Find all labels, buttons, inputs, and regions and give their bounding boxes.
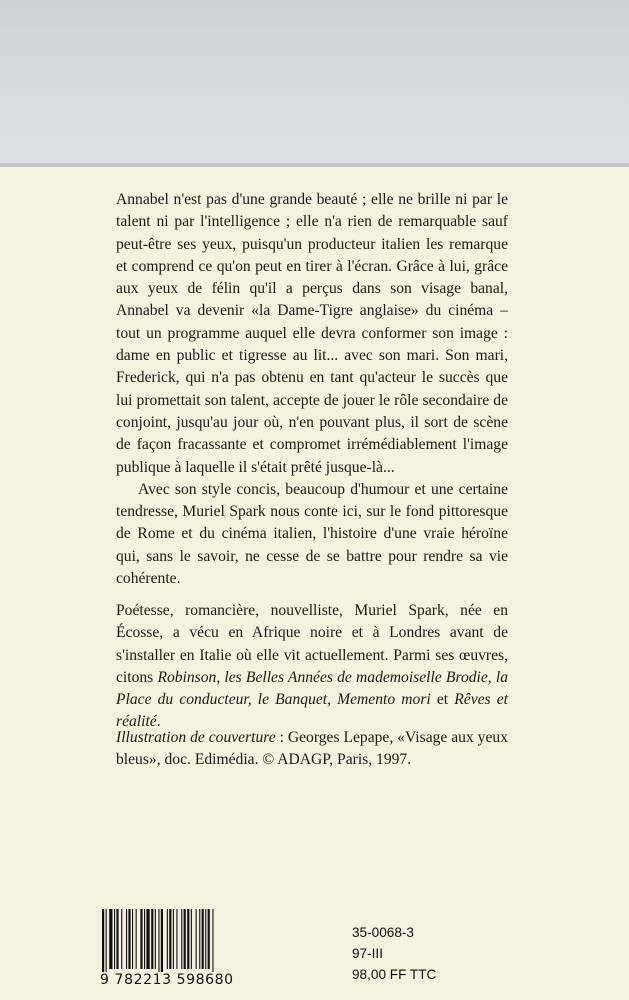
band-divider [0, 163, 629, 167]
bio-works-list: Robinson, les Belles Années de mademoiselle Brodie, la Place du conducteur, le Banquet, Memento mori [116, 668, 508, 709]
summary-paragraph-1: Annabel n'est pas d'une grande beauté ; elle ne brille ni par le talent ni par l'intelligence ; elle n'a rien de remarquable sauf peut-être ses yeux, puisqu'un producteur italien les remarque et comprend ce qu'on peut en tirer à l'écran. Grâce à lui, grâce aux yeux de félin qu'il a perçus dans son visage banal, Annabel va devenir «la Dame-Tigre anglaise» du cinéma – tout un programme auquel elle devra conformer son image : dame en public et tigresse au lit... avec son mari. Son mari, Frederick, qui n'a pas obtenu en tant qu'acteur le succès que lui promettait son talent, accepte de jouer le rôle secondaire de conjoint, jusqu'au jour où, n'en pouvant plus, il sort de scène de façon fracassante et compromet irrémédiablement l'image publique à laquelle il s'était prêté jusque-là... [116, 191, 508, 476]
barcode-icon [100, 909, 256, 980]
reference-number: 35-0068-3 [352, 925, 414, 940]
summary-text [116, 189, 508, 590]
summary-paragraph-2: Avec son style concis, beaucoup d'humour et une certaine tendresse, Muriel Spark nous conte ici, sur le fond pittoresque de Rome et du cinéma italien, l'histoire d'une vraie héroïne qui, sans le savoir, ne cesse de se battre pour rendre sa vie cohérente. [116, 480, 508, 588]
edition-code: 97-III [352, 946, 383, 961]
cover-credit [116, 727, 508, 772]
cover-top-band [0, 0, 629, 167]
price-block [352, 922, 492, 985]
bio-end: . [156, 713, 161, 731]
price-label: 98,00 FF TTC [352, 967, 437, 982]
cover-credit-text: : Georges Lepape, «Visage aux yeux bleus», doc. Edimédia. © ADAGP, Paris, 1997. [116, 729, 508, 769]
bio-and: et [430, 691, 455, 709]
bio-intro: Poétesse, romancière, nouvelliste, Muriel Spark, née en Écosse, a vécu en Afrique noire et à Londres avant de s'installer en Italie où elle vit actuellement. Parmi ses œuvres, citons [116, 602, 508, 686]
author-bio-paragraph [116, 600, 508, 734]
cover-credit-paragraph [116, 727, 508, 772]
cover-credit-label: Illustration de couverture [116, 729, 276, 746]
author-bio [116, 600, 508, 734]
barcode-digits: 9 782213 598680 [100, 972, 234, 988]
bio-work-last: Rêves et réalité [116, 691, 508, 731]
